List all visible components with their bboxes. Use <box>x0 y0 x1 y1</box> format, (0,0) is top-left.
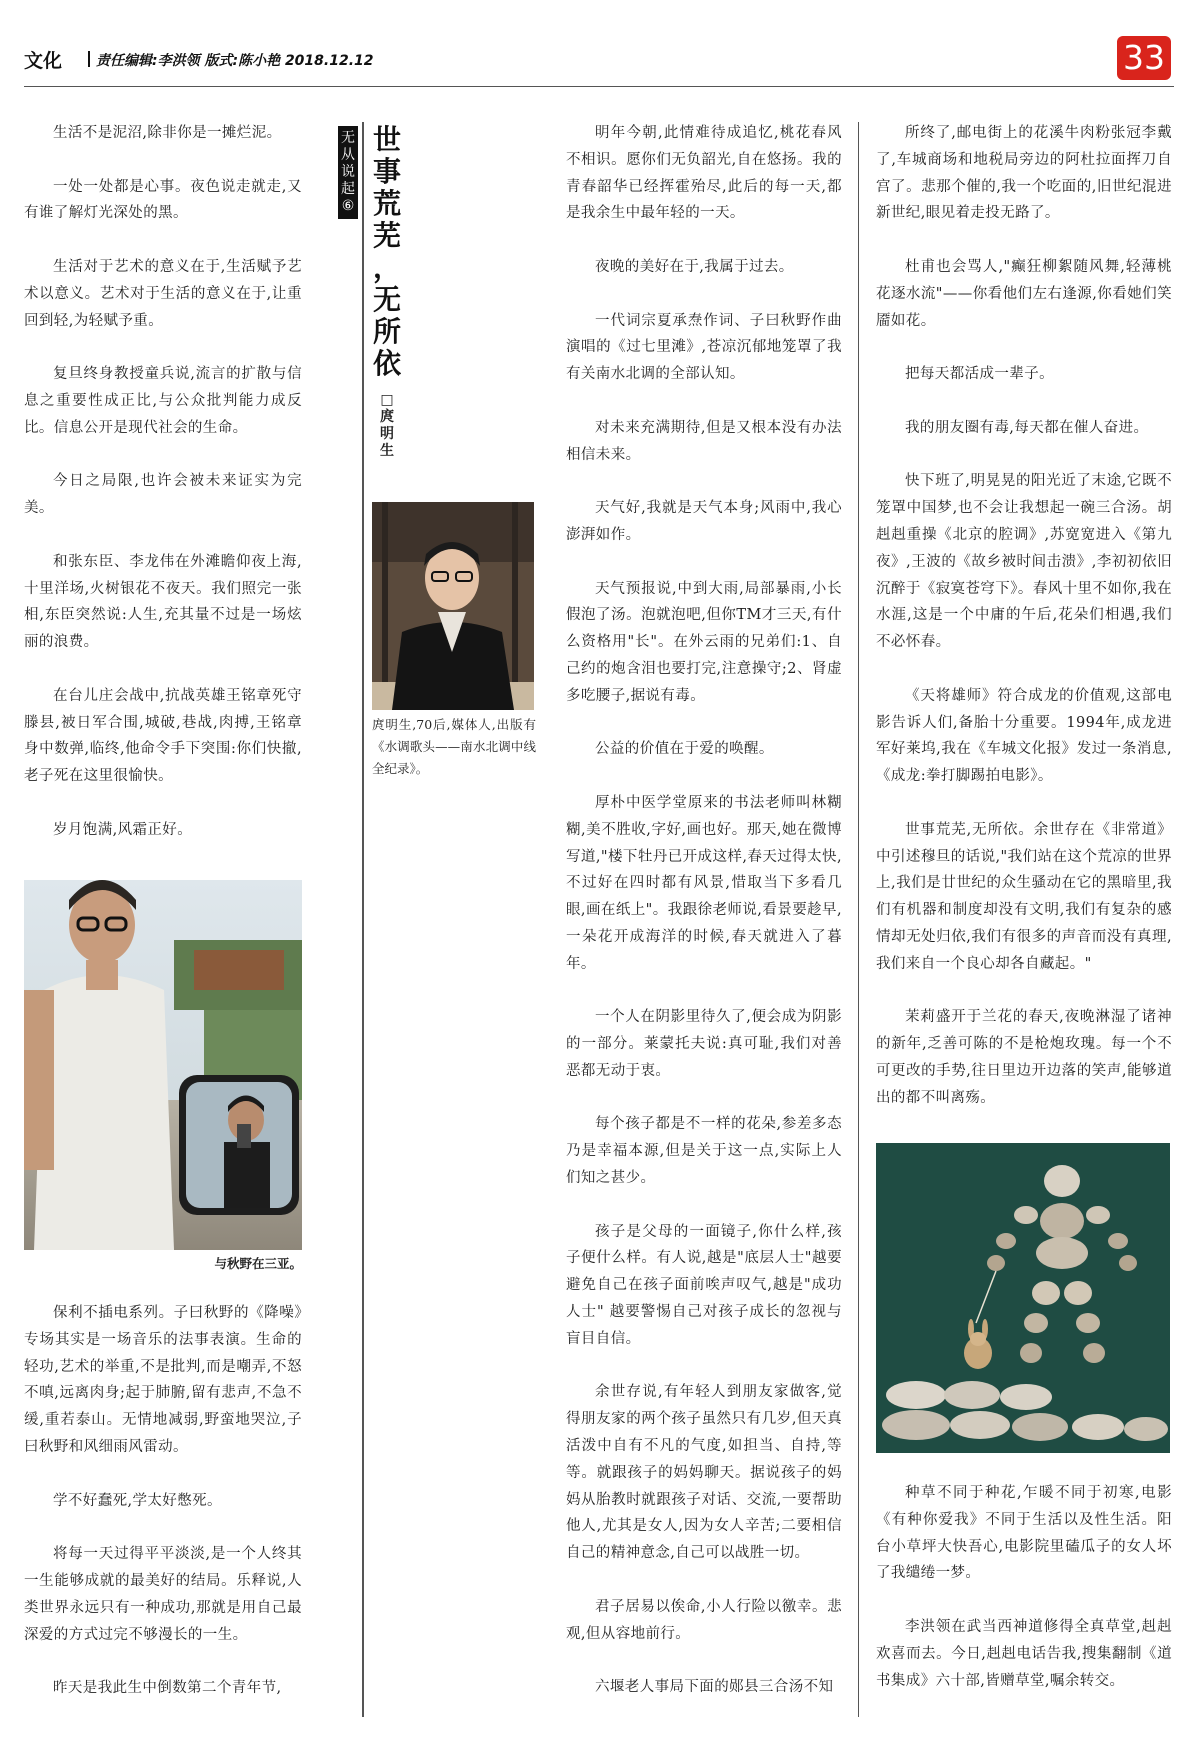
byline-char: 庹 <box>380 409 394 425</box>
paragraph: 保利不插电系列。子曰秋野的《降噪》专场其实是一场音乐的法事表演。生命的轻功,艺术的举重,不是批判,而是嘲弄,不怒不嗔,远离肉身;起于肺腑,留有悲声,不急不缓,重若泰山。无情地减弱,野蛮地哭泣,子曰秋野和风细雨风雷动。 <box>24 1305 302 1455</box>
column-4 <box>876 120 1172 1138</box>
paragraph: 明年今朝,此情难待成追忆,桃花春风不相识。愿你们无负韶光,自在悠扬。我的青春韶华已经挥霍殆尽,此后的每一天,都是我余生中最年轻的一天。 <box>566 125 842 222</box>
paragraph: 杜甫也会骂人,"癫狂柳絮随风舞,轻薄桃花逐水流"——你看他们左右逢源,你看她们笑靥如花。 <box>876 258 1172 329</box>
paragraph: 将每一天过得平平淡淡,是一个人终其一生能够成就的最美好的结局。乐释说,人类世界永远只有一种成功,那就是用自己最深爱的方式过完不够漫长的一生。 <box>24 1546 302 1643</box>
sanya-photo-caption: 与秋野在三亚。 <box>214 1256 302 1271</box>
column-3 <box>566 120 842 1728</box>
column-tag-char: 无 <box>341 130 355 146</box>
header-divider <box>88 51 90 67</box>
paragraph: 快下班了,明晃晃的阳光近了末途,它既不笼罩中国梦,也不会让我想起一碗三合汤。胡赳赳重操《北京的腔调》,苏宽宽进入《第九夜》,王波的《故乡被时间击溃》,李初初依旧沉醉于《寂寞苍穹下》。春风十里不如你,我在水涯,这是一个中庸的午后,花朵们相遇,我们不必怀春。 <box>876 473 1172 651</box>
paragraph: 天气预报说,中到大雨,局部暴雨,小长假泡了汤。泡就泡吧,但你TM才三天,有什么资格用"长"。在外云雨的兄弟们:1、自己约的炮含泪也要打完,注意操守;2、肾虚多吃腰子,据说有毒。 <box>566 580 842 704</box>
col4-top-paragraphs <box>876 120 1172 1111</box>
article-byline <box>378 392 396 460</box>
col1-bottom-paragraphs <box>24 1300 302 1702</box>
author-photo <box>372 502 534 710</box>
title-char: 无 <box>372 283 401 316</box>
paragraph: 复旦终身教授童兵说,流言的扩散与信息之重要性成正比,与公众批判能力成反比。信息公开是现代社会的生命。 <box>24 366 302 436</box>
editor-credits: 责任编辑:李洪领 版式:陈小艳 2018.12.12 <box>96 53 374 69</box>
column-tag-char: 说 <box>341 164 355 180</box>
paragraph: 学不好蠢死,学太好憋死。 <box>53 1492 222 1509</box>
paragraph: 世事荒芜,无所依。余世存在《非常道》中引述穆旦的话说,"我们站在这个荒凉的世界上,我们是廿世纪的众生骚动在它的黑暗里,我们有机器和制度却没有文明,我们有复杂的感情却无处归依,我们有很多的声音而没有真理,我们来自一个良心却各自藏起。" <box>876 821 1172 972</box>
column-4-bottom <box>876 1480 1172 1721</box>
column-tag <box>338 126 358 219</box>
divider-left <box>362 122 364 1717</box>
column-1-bottom <box>24 1300 302 1729</box>
col1-top-paragraphs <box>24 120 302 844</box>
paragraph: 在台儿庄会战中,抗战英雄王铭章死守滕县,被日军合围,城破,巷战,肉搏,王铭章身中数弹,临终,他命令手下突围:你们快撤,老子死在这里很愉快。 <box>24 687 302 785</box>
divider-right <box>858 122 859 1717</box>
pebble-art-illustration <box>876 1143 1170 1453</box>
paragraph: 君子居易以俟命,小人行险以徼幸。悲观,但从容地前行。 <box>566 1598 842 1642</box>
column-tag-char: ⑥ <box>341 198 355 214</box>
paragraph: 李洪领在武当西神道修得全真草堂,赳赳欢喜而去。今日,赳赳电话告我,搜集翻制《道书集成》六十部,皆赠草堂,嘱余转交。 <box>876 1618 1172 1689</box>
paragraph: 和张东臣、李龙伟在外滩瞻仰夜上海,十里洋场,火树银花不夜天。我们照完一张相,东臣突然说:人生,充其量不过是一场炫丽的浪费。 <box>24 553 302 651</box>
paragraph: 夜晚的美好在于,我属于过去。 <box>595 258 794 275</box>
paragraph: 每个孩子都是不一样的花朵,参差多态乃是幸福本源,但是关于这一点,实际上人们知之甚少。 <box>566 1116 842 1187</box>
sanya-photo <box>24 880 302 1250</box>
title-char: 依 <box>372 347 401 380</box>
sanya-photo-illustration <box>24 880 302 1250</box>
paragraph: 厚朴中医学堂原来的书法老师叫林糊糊,美不胜收,字好,画也好。那天,她在微博写道,"楼下牡丹已开成这样,春天过得太快,不过好在四时都有风景,惜取当下多看几眼,画在纸上"。我跟徐老师说,看景要趁早,一朵花开成海洋的时候,春天就进入了暮年。 <box>566 794 842 972</box>
paragraph: 公益的价值在于爱的唤醒。 <box>595 741 774 758</box>
column-1 <box>24 120 302 870</box>
byline-char: □ <box>380 392 394 408</box>
author-photo-caption: 庹明生,70后,媒体人,出版有《水调歌头——南水北调中线全纪录》。 <box>372 717 536 776</box>
title-char: 荒 <box>372 187 401 220</box>
editor-line <box>88 50 374 70</box>
byline-char: 生 <box>380 443 394 459</box>
col3-paragraphs <box>566 120 842 1701</box>
paragraph: 一个人在阴影里待久了,便会成为阴影的一部分。莱蒙托夫说:真可耻,我们对善恶都无动于衷。 <box>566 1009 842 1079</box>
paragraph: 对未来充满期待,但是又根本没有办法相信未来。 <box>566 419 842 463</box>
title-char: 事 <box>372 155 401 188</box>
title-char: 世 <box>372 123 401 156</box>
page-number-badge: 33 <box>1117 36 1171 80</box>
title-char: 芜 <box>372 219 401 252</box>
paragraph: 生活不是泥沼,除非你是一摊烂泥。 <box>53 125 282 141</box>
paragraph: 茉莉盛开于兰花的春天,夜晚淋湿了诸神的新年,乏善可陈的不是枪炮玫瑰。每一个不可更改的手势,往日里边开边落的笑声,能够道出的都不叫离殇。 <box>876 1009 1172 1106</box>
paragraph: 一处一处都是心事。夜色说走就走,又有谁了解灯光深处的黑。 <box>24 178 302 222</box>
title-char: 所 <box>372 315 401 348</box>
col4-bottom-paragraphs <box>876 1480 1172 1694</box>
paragraph: 所终了,邮电街上的花溪牛肉粉张冠李戴了,车城商场和地税局旁边的阿杜拉面挥刀自宫了。悲那个催的,我一个吃面的,旧世纪混进新世纪,眼见着走投无路了。 <box>876 125 1172 222</box>
paragraph: 天气好,我就是天气本身;风雨中,我心澎湃如作。 <box>566 500 842 543</box>
paragraph: 昨天是我此生中倒数第二个青年节, <box>53 1680 282 1697</box>
paragraph: 把每天都活成一辈子。 <box>905 366 1054 383</box>
paragraph: 一代词宗夏承焘作词、子曰秋野作曲演唱的《过七里滩》,苍凉沉郁地笼罩了我有关南水北调的全部认知。 <box>566 312 842 383</box>
title-char: ， <box>372 251 401 284</box>
paragraph: 岁月饱满,风霜正好。 <box>53 821 193 838</box>
column-tag-char: 起 <box>341 181 355 197</box>
paragraph: 种草不同于种花,乍暖不同于初寒,电影《有种你爱我》不同于生活以及性生活。阳台小草坪大快吾心,电影院里磕瓜子的女人坏了我缱绻一梦。 <box>876 1485 1172 1582</box>
paragraph: 余世存说,有年轻人到朋友家做客,觉得朋友家的两个孩子虽然只有几岁,但天真活泼中自有不凡的气度,如担当、自持,等等。就跟孩子的妈妈聊天。据说孩子的妈妈从胎教时就跟孩子对话、交流,一要帮助他人,尤其是女人,因为女人辛苦;二要相信自己的精神意念,自己可以战胜一切。 <box>566 1384 842 1562</box>
paragraph: 《天将雄师》符合成龙的价值观,这部电影告诉人们,备胎十分重要。1994年,成龙进军好莱坞,我在《车城文化报》发过一条消息,《成龙:拳打脚踢拍电影》。 <box>876 687 1172 785</box>
column-tag-char: 从 <box>341 147 355 163</box>
paragraph: 生活对于艺术的意义在于,生活赋予艺术以意义。艺术对于生活的意义在于,让重回到轻,为轻赋予重。 <box>24 258 302 329</box>
byline-char: 明 <box>380 426 394 442</box>
article-title <box>372 124 402 380</box>
pebble-art-photo <box>876 1143 1170 1453</box>
author-photo-illustration <box>372 502 534 710</box>
header-rule <box>24 86 1174 87</box>
paragraph: 孩子是父母的一面镜子,你什么样,孩子便什么样。有人说,越是"底层人士"越要避免自己在孩子面前唉声叹气,越是"成功人士" 越要警惕自己对孩子成长的忽视与盲目自信。 <box>566 1223 842 1347</box>
paragraph: 今日之局限,也许会被未来证实为完美。 <box>24 473 302 517</box>
paragraph: 我的朋友圈有毒,每天都在催人奋进。 <box>905 419 1149 436</box>
page-header <box>24 40 1174 80</box>
paragraph: 六堰老人事局下面的郧县三合汤不知 <box>595 1679 834 1696</box>
section-name: 文化 <box>24 50 63 72</box>
